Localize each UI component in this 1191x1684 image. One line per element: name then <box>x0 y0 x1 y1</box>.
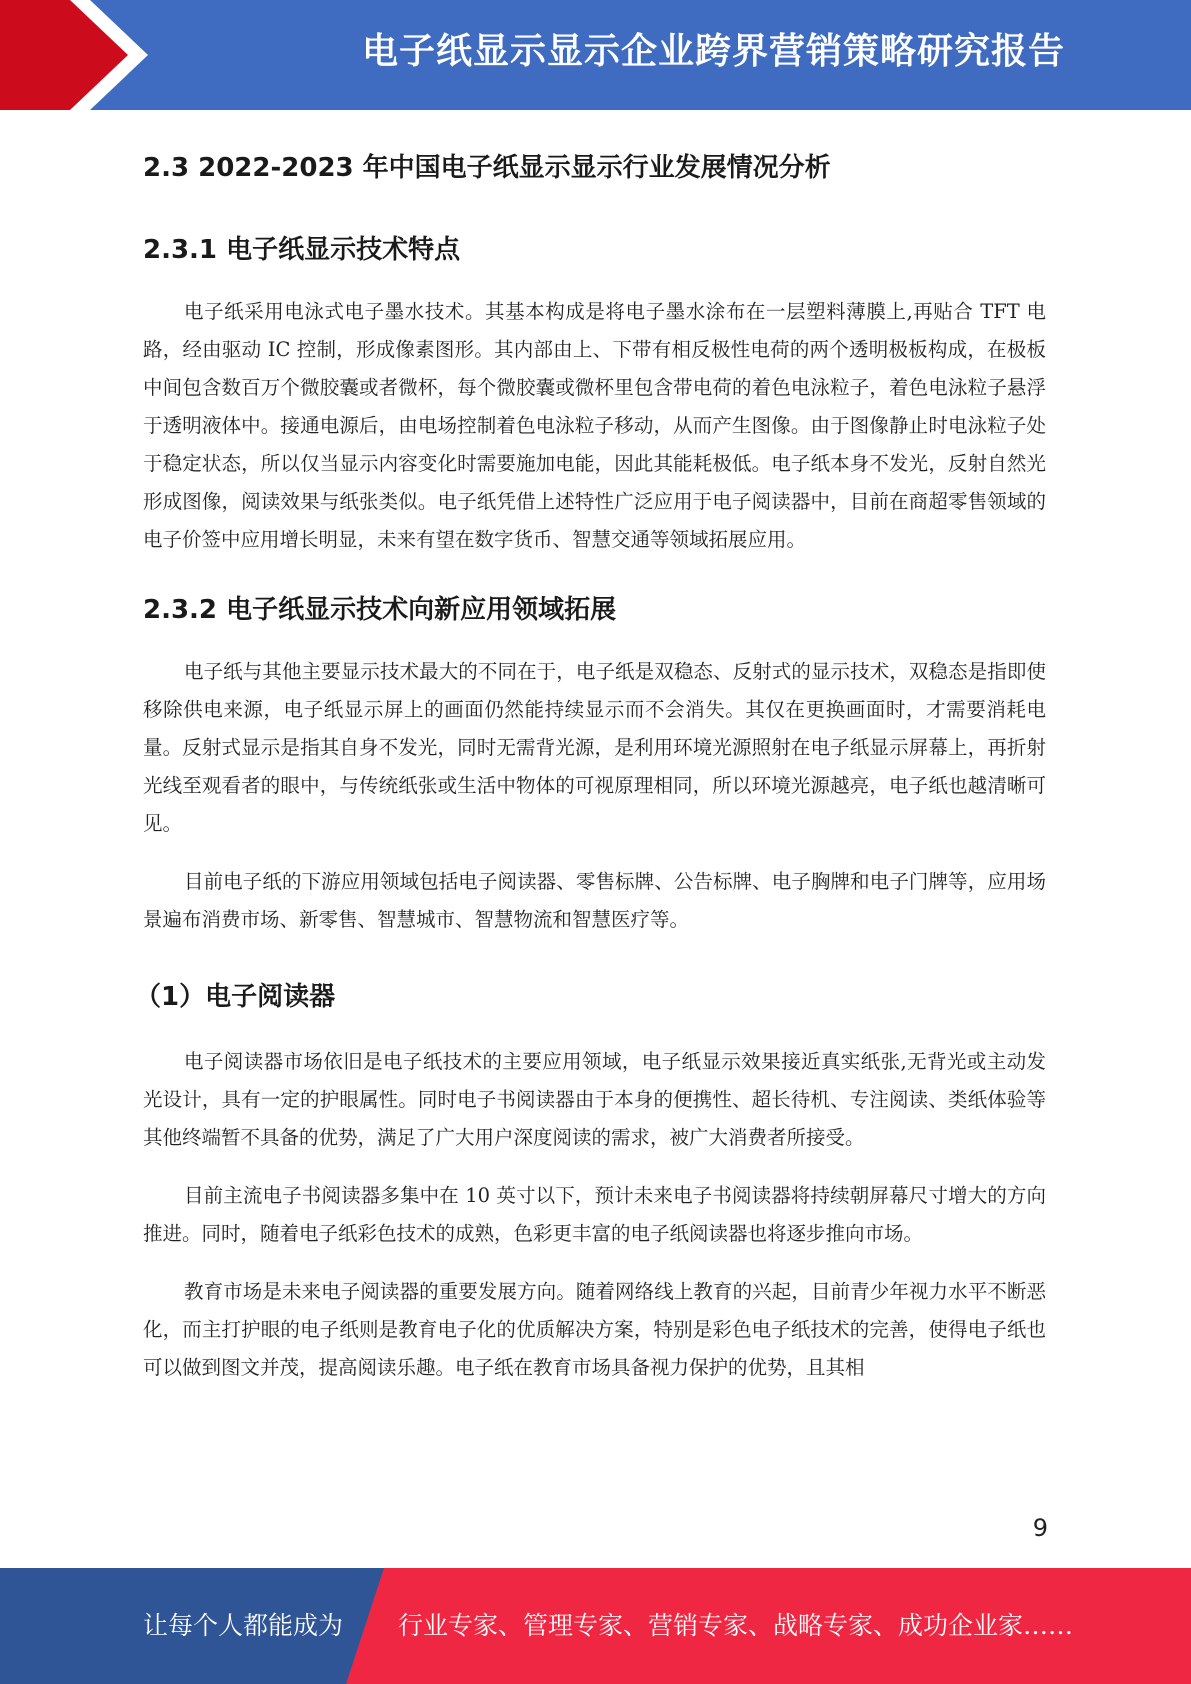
paragraph: 目前主流电子书阅读器多集中在 10 英寸以下，预计未来电子书阅读器将持续朝屏幕尺寸增大的方向推进。同时，随着电子纸彩色技术的成熟，色彩更丰富的电子纸阅读器也将逐步推向市场。 <box>143 1184 1046 1245</box>
main-content <box>135 118 1046 1407</box>
footer-slogan-left: 让每个人都能成为 <box>143 1611 344 1640</box>
page-number: 9 <box>1032 1514 1048 1542</box>
paragraph: 目前电子纸的下游应用领域包括电子阅读器、零售标牌、公告标牌、电子胸牌和电子门牌等，应用场景遍布消费市场、新零售、智慧城市、智慧物流和智慧医疗等。 <box>143 870 1046 931</box>
item-heading-e-reader: （1）电子阅读器 <box>135 982 336 1012</box>
subsection-heading-new-applications: 2.3.2 电子纸显示技术向新应用领域拓展 <box>143 595 617 625</box>
page-header <box>0 0 1191 110</box>
paragraph: 电子纸与其他主要显示技术最大的不同在于，电子纸是双稳态、反射式的显示技术，双稳态是指即使移除供电来源，电子纸显示屏上的画面仍然能持续显示而不会消失。其仅在更换画面时，才需要消耗电量。反射式显示是指其自身不发光，同时无需背光源，是利用环境光源照射在电子纸显示屏幕上，再折射光线至观看者的眼中，与传统纸张或生活中物体的可视原理相同，所以环境光源越亮，电子纸也越清晰可见。 <box>143 660 1046 835</box>
subsection-heading-tech-features: 2.3.1 电子纸显示技术特点 <box>143 235 461 265</box>
paragraph: 电子阅读器市场依旧是电子纸技术的主要应用领域，电子纸显示效果接近真实纸张,无背光或主动发光设计，具有一定的护眼属性。同时电子书阅读器由于本身的便携性、超长待机、专注阅读、类纸体验等其他终端暂不具备的优势，满足了广大用户深度阅读的需求，被广大消费者所接受。 <box>143 1050 1046 1149</box>
footer-slogan-right: 行业专家、管理专家、营销专家、战略专家、成功企业家…… <box>398 1611 1074 1640</box>
report-title: 电子纸显示显示企业跨界营销策略研究报告 <box>361 31 1065 72</box>
paragraph: 教育市场是未来电子阅读器的重要发展方向。随着网络线上教育的兴起，目前青少年视力水平不断恶化，而主打护眼的电子纸则是教育电子化的优质解决方案，特别是彩色电子纸技术的完善，使得电子纸也可以做到图文并茂，提高阅读乐趣。电子纸在教育市场具备视力保护的优势，且其相 <box>143 1280 1046 1379</box>
section-heading: 2.3 2022-2023 年中国电子纸显示显示行业发展情况分析 <box>143 153 831 183</box>
header-arrow-decoration <box>0 0 240 110</box>
paragraph: 电子纸采用电泳式电子墨水技术。其基本构成是将电子墨水涂布在一层塑料薄膜上,再贴合 TFT 电路，经由驱动 IC 控制，形成像素图形。其内部由上、下带有相反极性电荷的两个透明极板构成，在极板中间包含数百万个微胶囊或者微杯，每个微胶囊或微杯里包含带电荷的着色电泳粒子，着色电泳粒子悬浮于透明液体中。接通电源后，由电场控制着色电泳粒子移动，从而产生图像。由于图像静止时电泳粒子处于稳定状态，所以仅当显示内容变化时需要施加电能，因此其能耗极低。电子纸本身不发光，反射自然光形成图像，阅读效果与纸张类似。电子纸凭借上述特性广泛应用于电子阅读器中，目前在商超零售领域的电子价签中应用增长明显，未来有望在数字货币、智慧交通等领域拓展应用。 <box>143 300 1046 551</box>
page-footer <box>0 1568 1191 1684</box>
